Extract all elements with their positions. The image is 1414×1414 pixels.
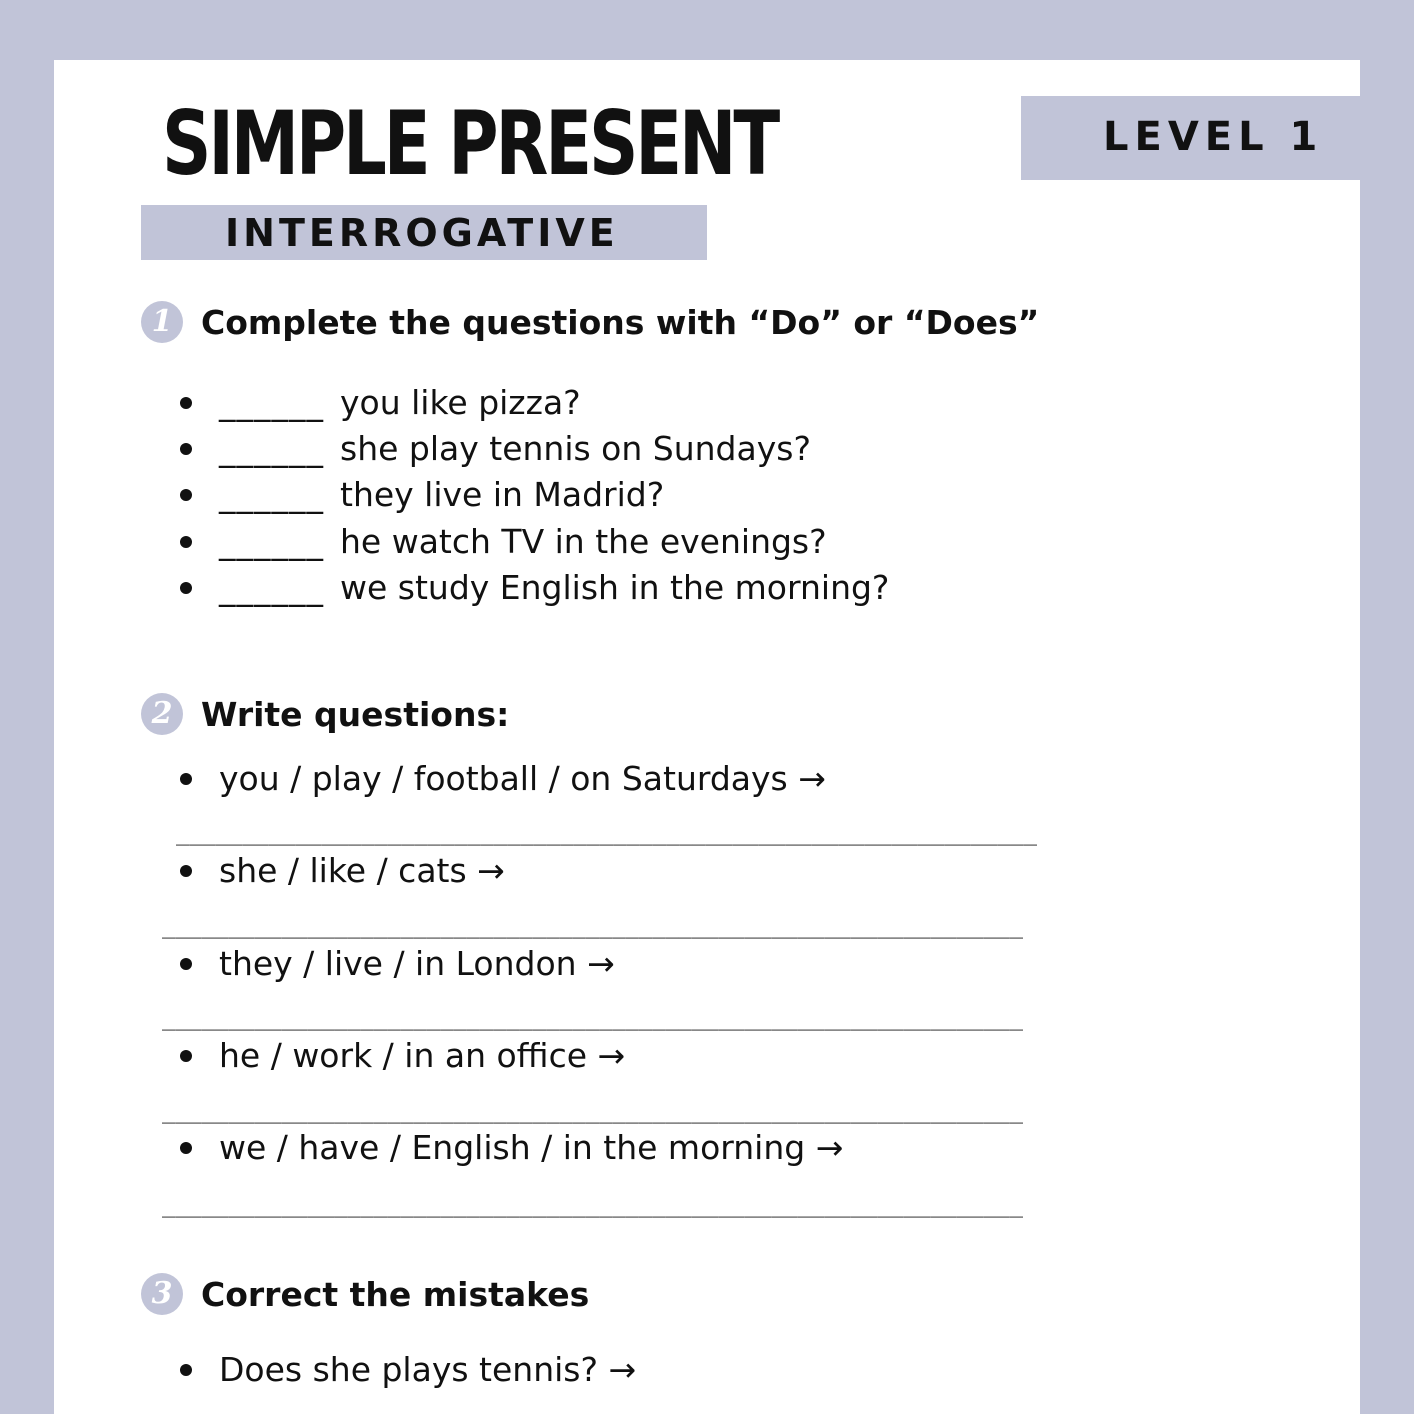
exercise-item bbox=[180, 429, 811, 469]
section-heading: Correct the mistakes bbox=[201, 1274, 590, 1314]
level-badge bbox=[1021, 96, 1360, 180]
exercise-item bbox=[180, 944, 615, 984]
section-heading: Complete the questions with “Do” or “Does” bbox=[201, 302, 1040, 342]
bullet-icon bbox=[180, 443, 192, 455]
item-text: Does she plays tennis? → bbox=[219, 1350, 637, 1389]
exercise-item bbox=[180, 475, 664, 515]
fill-blank[interactable]: ______ bbox=[219, 522, 324, 561]
bullet-icon bbox=[180, 582, 192, 594]
answer-line[interactable]: _________________________________________________________________ bbox=[162, 1194, 1023, 1218]
bullet-icon bbox=[180, 1142, 192, 1154]
item-text: they / live / in London → bbox=[219, 944, 615, 983]
item-text: she / like / cats → bbox=[219, 851, 505, 890]
fill-blank[interactable]: ______ bbox=[219, 568, 324, 607]
answer-line[interactable]: _________________________________________________________________ bbox=[162, 1007, 1023, 1031]
exercise-item bbox=[180, 522, 827, 562]
answer-line[interactable]: _________________________________________________________________ bbox=[162, 915, 1023, 939]
answer-line[interactable]: _________________________________________________________________ bbox=[162, 1100, 1023, 1124]
fill-blank[interactable]: ______ bbox=[219, 475, 324, 514]
section-3-header bbox=[141, 1272, 589, 1316]
exercise-item bbox=[180, 568, 889, 608]
item-text: they live in Madrid? bbox=[340, 475, 665, 514]
section-number-badge: 3 bbox=[141, 1273, 183, 1315]
subtitle-text: INTERROGATIVE bbox=[225, 211, 619, 255]
subtitle-banner bbox=[141, 205, 707, 260]
page-title: SIMPLE PRESENT bbox=[162, 92, 778, 195]
bullet-icon bbox=[180, 1364, 192, 1376]
item-text: he watch TV in the evenings? bbox=[340, 522, 827, 561]
level-text: LEVEL 1 bbox=[1103, 114, 1324, 160]
bullet-icon bbox=[180, 773, 192, 785]
bullet-icon bbox=[180, 489, 192, 501]
worksheet-page bbox=[54, 60, 1360, 1414]
item-text: he / work / in an office → bbox=[219, 1036, 626, 1075]
item-text: we study English in the morning? bbox=[340, 568, 890, 607]
section-2-header bbox=[141, 692, 509, 736]
bullet-icon bbox=[180, 958, 192, 970]
bullet-icon bbox=[180, 865, 192, 877]
exercise-item bbox=[180, 759, 826, 799]
answer-line[interactable]: _________________________________________________________________ bbox=[176, 822, 1037, 846]
section-number-badge: 2 bbox=[141, 693, 183, 735]
item-text: she play tennis on Sundays? bbox=[340, 429, 811, 468]
exercise-item bbox=[180, 851, 505, 891]
fill-blank[interactable]: ______ bbox=[219, 383, 324, 422]
item-text: we / have / English / in the morning → bbox=[219, 1128, 844, 1167]
bullet-icon bbox=[180, 536, 192, 548]
section-1-header bbox=[141, 300, 1039, 344]
exercise-item bbox=[180, 1128, 843, 1168]
bullet-icon bbox=[180, 1050, 192, 1062]
section-number-badge: 1 bbox=[141, 301, 183, 343]
exercise-item bbox=[180, 1350, 636, 1390]
exercise-item bbox=[180, 383, 581, 423]
bullet-icon bbox=[180, 397, 192, 409]
item-text: you like pizza? bbox=[340, 383, 581, 422]
exercise-item bbox=[180, 1036, 625, 1076]
item-text: you / play / football / on Saturdays → bbox=[219, 759, 826, 798]
fill-blank[interactable]: ______ bbox=[219, 429, 324, 468]
section-heading: Write questions: bbox=[201, 694, 510, 734]
